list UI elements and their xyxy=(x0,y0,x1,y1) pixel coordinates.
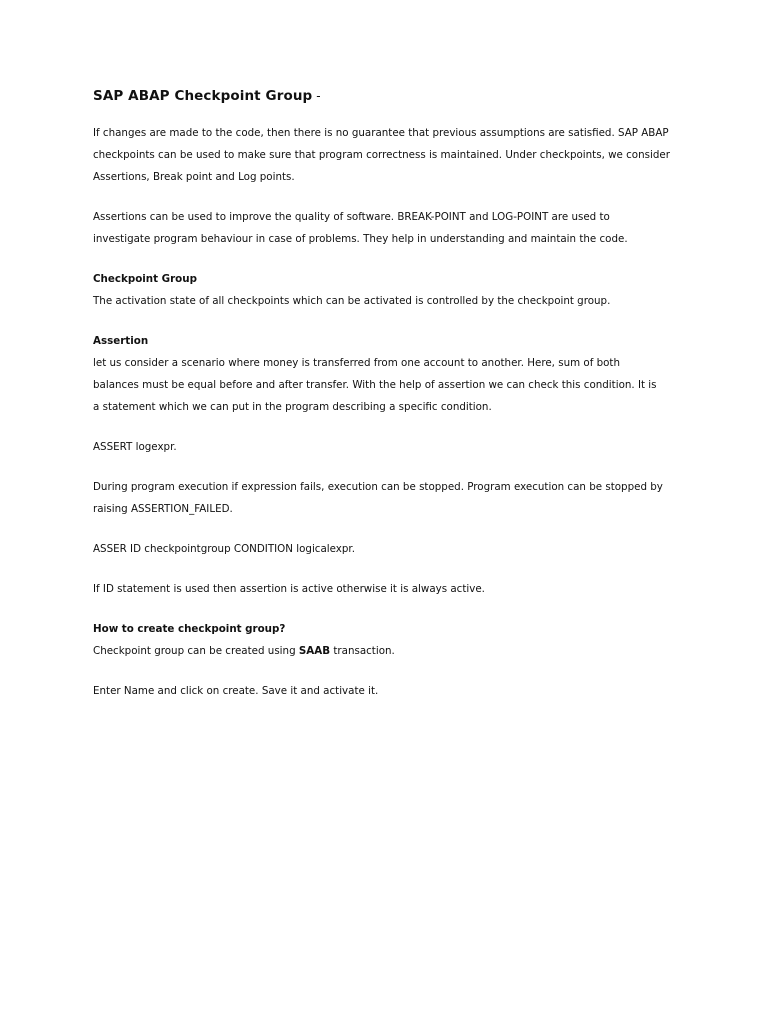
spacer xyxy=(93,458,683,476)
spacer xyxy=(93,600,683,618)
checkpoint-group-text: The activation state of all checkpoints which can be activated is controlled by the checkpoint group. xyxy=(93,295,611,307)
document-title-text: SAP ABAP Checkpoint Group xyxy=(93,88,313,104)
create-text xyxy=(93,640,683,662)
assertion-line-2: balances must be equal before and after transfer. With the help of assertion we can check this condition. It is xyxy=(93,379,657,391)
execution-line-1: During program execution if expression fails, execution can be stopped. Program execution can be stopped by xyxy=(93,481,663,493)
create-text-after: transaction. xyxy=(330,645,395,657)
assert-syntax: ASSERT logexpr. xyxy=(93,441,177,453)
assertions-line-1: Assertions can be used to improve the quality of software. BREAK-POINT and LOG-POINT are used to xyxy=(93,211,610,223)
spacer xyxy=(93,188,683,206)
assertion-line-3: a statement which we can put in the program describing a specific condition. xyxy=(93,401,492,413)
spacer xyxy=(93,662,683,680)
intro-line-1: If changes are made to the code, then there is no guarantee that previous assumptions are satisfied. SAP ABAP xyxy=(93,127,669,139)
assertions-line-2: investigate program behaviour in case of problems. They help in understanding and maintain the code. xyxy=(93,233,628,245)
execution-line-2: raising ASSERTION_FAILED. xyxy=(93,503,233,515)
assertion-heading: Assertion xyxy=(93,335,149,347)
create-text-before: Checkpoint group can be created using xyxy=(93,645,299,657)
id-statement-text: If ID statement is used then assertion is active otherwise it is always active. xyxy=(93,583,485,595)
spacer xyxy=(93,560,683,578)
enter-name-text: Enter Name and click on create. Save it and activate it. xyxy=(93,685,379,697)
intro-line-2: checkpoints can be used to make sure that program correctness is maintained. Under checkpoints, we consider xyxy=(93,149,670,161)
spacer xyxy=(93,418,683,436)
spacer xyxy=(93,250,683,268)
document-page xyxy=(93,86,683,702)
assertion-line-1: let us consider a scenario where money is transferred from one account to another. Here, sum of both xyxy=(93,357,620,369)
create-heading: How to create checkpoint group? xyxy=(93,623,286,635)
spacer xyxy=(93,312,683,330)
intro-line-3: Assertions, Break point and Log points. xyxy=(93,171,295,183)
document-title-suffix: - xyxy=(312,89,321,103)
document-title xyxy=(93,86,683,106)
checkpoint-group-heading: Checkpoint Group xyxy=(93,273,197,285)
spacer xyxy=(93,520,683,538)
asser-id-syntax: ASSER ID checkpointgroup CONDITION logicalexpr. xyxy=(93,543,355,555)
create-text-bold: SAAB xyxy=(298,645,331,657)
